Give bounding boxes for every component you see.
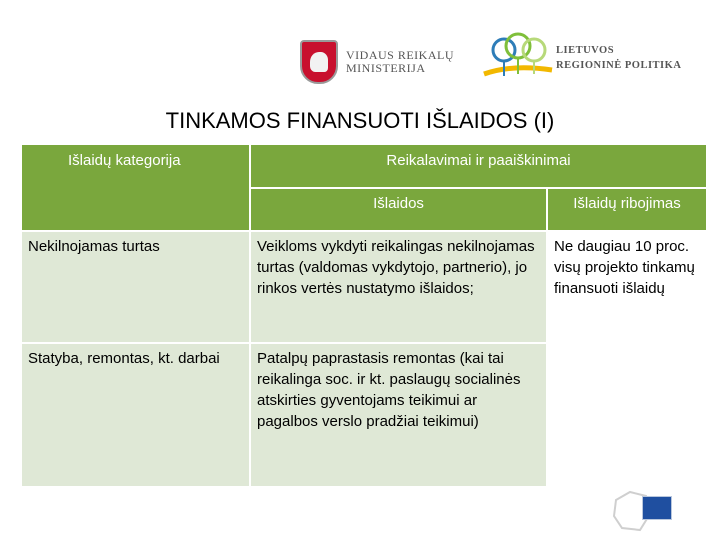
row-category: Statyba, remontas, kt. darbai bbox=[21, 343, 250, 487]
ministry-logo bbox=[300, 40, 454, 84]
program-name: LIETUVOS REGIONINĖ POLITIKA bbox=[556, 45, 682, 71]
row-expenses: Patalpų paprastasis remontas (kai tai reikalinga soc. ir kt. paslaugų socialinės atskirties gyventojams teikimui ar pagalbos verslo pradžiai teikimui) bbox=[250, 343, 547, 487]
eu-flag-icon bbox=[642, 496, 672, 520]
tree-icon bbox=[482, 30, 554, 86]
header-expenses: Išlaidos bbox=[250, 188, 547, 231]
coat-of-arms-icon bbox=[300, 40, 338, 84]
header-requirements: Reikalavimai ir paaiškinimai bbox=[250, 144, 707, 188]
page-title: TINKAMOS FINANSUOTI IŠLAIDOS (I) bbox=[165, 108, 555, 133]
row-category: Nekilnojamas turtas bbox=[21, 231, 250, 343]
row-limit: Ne daugiau 10 proc. visų projekto tinkamų finansuoti išlaidų bbox=[547, 231, 707, 487]
header-category: Išlaidų kategorija bbox=[21, 144, 250, 231]
regional-policy-logo bbox=[482, 30, 681, 86]
row-expenses: Veikloms vykdyti reikalingas nekilnojamas turtas (valdomas vykdytojo, partnerio), jo rinkos vertės nustatymo išlaidos; bbox=[250, 231, 547, 343]
ministry-name: VIDAUS REIKALŲ MINISTERIJA bbox=[346, 48, 454, 75]
table-header-row bbox=[21, 144, 707, 188]
footer-logo bbox=[612, 488, 716, 538]
header-limit: Išlaidų ribojimas bbox=[547, 188, 707, 231]
logo-header bbox=[0, 30, 720, 90]
table-row bbox=[21, 231, 707, 343]
eligible-expenses-table bbox=[20, 143, 708, 488]
